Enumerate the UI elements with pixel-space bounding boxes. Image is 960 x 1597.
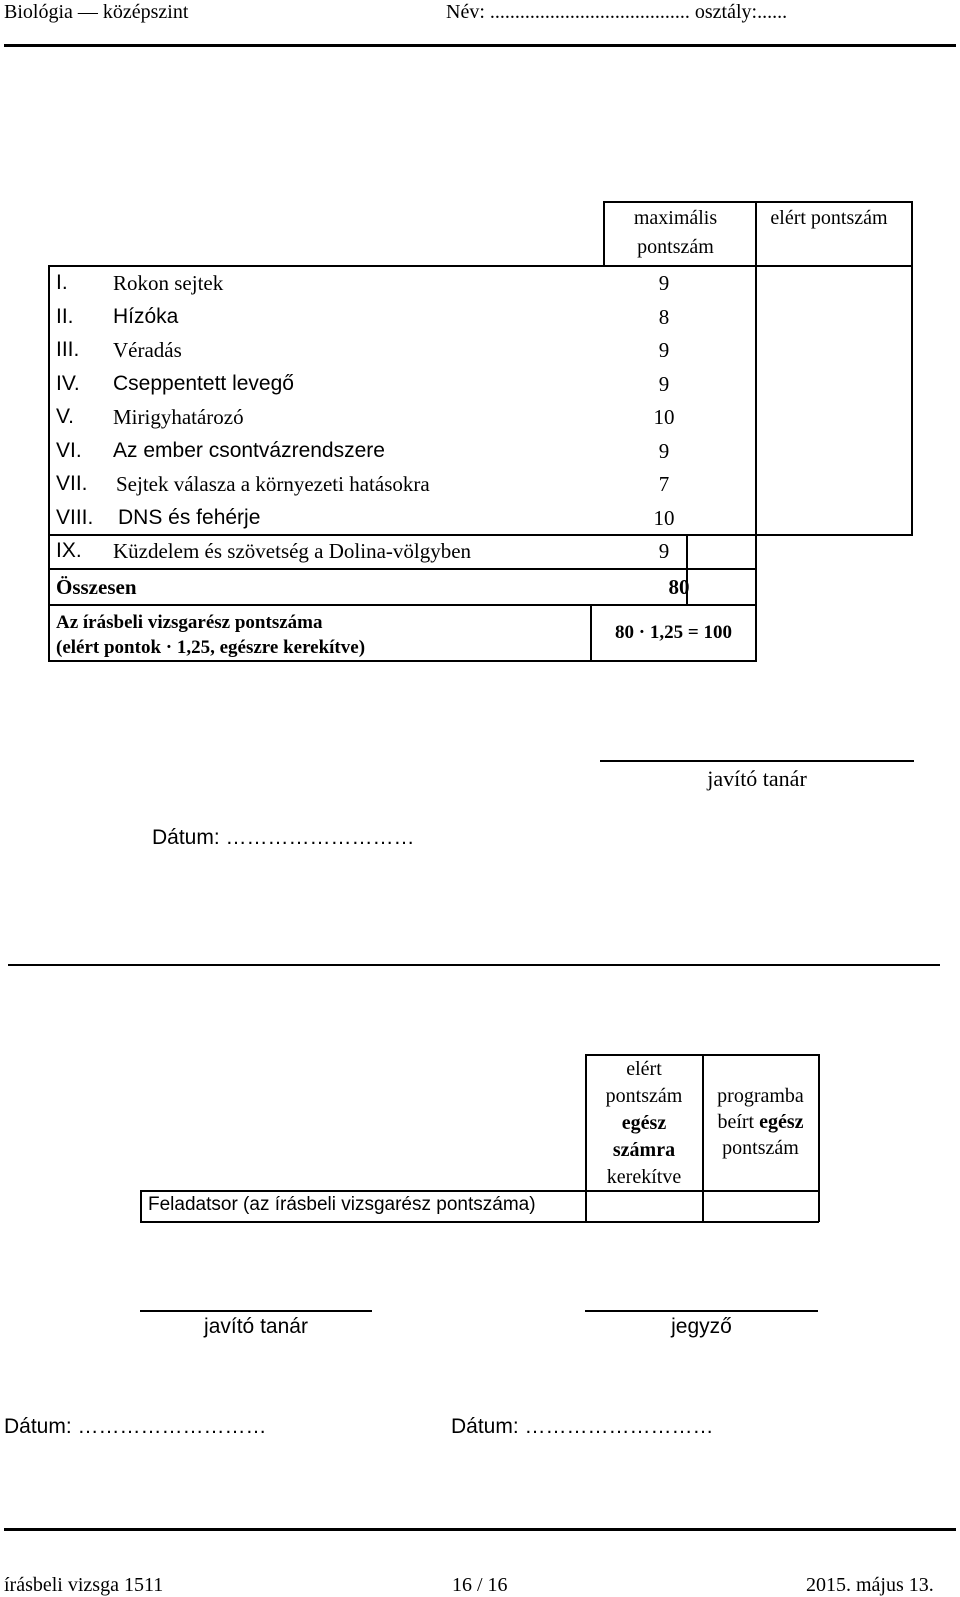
corrector-role: javító tanár — [204, 1315, 308, 1338]
task-number: VII. — [56, 472, 88, 495]
col-max-header: maximális pontszám — [633, 207, 718, 258]
task-max-score: 10 — [653, 505, 675, 530]
task-achieved-score-input[interactable] — [758, 470, 908, 499]
header-name-field: Név: ........................................ osztály:...... — [446, 1, 788, 23]
header-line: egész — [621, 1112, 667, 1134]
notary-role: jegyző — [671, 1315, 732, 1338]
table-left-border — [48, 265, 50, 662]
table-top-rule — [603, 201, 913, 203]
footer-exam-code: írásbeli vizsga 1511 — [4, 1574, 164, 1596]
task-achieved-score-input[interactable] — [758, 336, 908, 365]
task-number: IX. — [56, 539, 82, 562]
date-field: Dátum: ……………………… — [4, 1415, 267, 1438]
date-field: Dátum: ……………………… — [451, 1415, 714, 1438]
written-score-label — [56, 610, 365, 660]
header-subject: Biológia — középszint — [4, 1, 189, 23]
task-achieved-score-input[interactable] — [758, 303, 908, 332]
col-got-header: elért pontszám — [770, 207, 888, 229]
task-name: DNS és fehérje — [118, 505, 261, 529]
task-name: Rokon sejtek — [113, 271, 224, 295]
program-row-label: Feladatsor (az írásbeli vizsgarész pontszáma) — [148, 1194, 536, 1215]
task-number: IV. — [56, 371, 80, 395]
task-max-score: 9 — [658, 271, 670, 295]
footer-rule — [4, 1528, 956, 1531]
date-field: Dátum: ……………………… — [152, 826, 415, 849]
task-name: Küzdelem és szövetség a Dolina-völgyben — [113, 539, 472, 563]
signature-role: javító tanár — [707, 766, 807, 791]
program-table-right — [818, 1054, 820, 1222]
task-name: Az ember csontvázrendszere — [113, 438, 385, 462]
task-number: I. — [56, 271, 68, 294]
task-max-score: 10 — [653, 405, 675, 429]
table-bottom-rule — [48, 660, 757, 662]
header-line — [703, 1109, 818, 1135]
footer-date: 2015. május 13. — [806, 1574, 934, 1596]
header-line: elért — [626, 1058, 662, 1080]
total-label: Összesen — [56, 575, 137, 599]
task-name: Mirigyhatározó — [113, 405, 244, 429]
program-table-left — [140, 1190, 142, 1222]
task-max-score: 9 — [658, 438, 670, 463]
task-max-score: 7 — [658, 472, 670, 496]
header-line: számra — [612, 1139, 676, 1161]
signature-line — [140, 1310, 372, 1312]
max-col-right-border — [755, 201, 757, 662]
signature-line — [585, 1310, 818, 1312]
task-achieved-score-input[interactable] — [758, 269, 908, 298]
task-achieved-score-input[interactable] — [758, 537, 908, 566]
program-score-input[interactable] — [705, 1192, 816, 1220]
section-rule — [8, 964, 940, 966]
got-col-right-border — [911, 201, 913, 534]
row-separator — [48, 568, 757, 570]
header-line: pontszám — [722, 1137, 799, 1159]
task-name: Véradás — [113, 338, 182, 362]
score-table — [0, 0, 960, 700]
footer-page-number: 16 / 16 — [452, 1574, 508, 1596]
col-rounded-header — [586, 1056, 702, 1191]
task-number: III. — [56, 338, 80, 361]
task-achieved-score-input[interactable] — [758, 370, 908, 399]
task-achieved-score-input[interactable] — [758, 504, 908, 533]
task-max-score: 9 — [658, 338, 670, 362]
col-program-header — [703, 1083, 818, 1161]
row-separator — [48, 534, 913, 536]
written-score-calc: 80 · 1,25 = 100 — [615, 622, 732, 643]
task-name: Cseppentett levegő — [113, 371, 294, 395]
header-line: pontszám — [605, 1085, 683, 1107]
header-line-text: beírt egész — [717, 1111, 804, 1133]
total-max: 80 — [668, 575, 690, 599]
table-header-rule — [48, 265, 913, 267]
task-achieved-score-input[interactable] — [758, 403, 908, 432]
task-max-score: 8 — [658, 304, 670, 329]
program-table — [0, 1040, 960, 1240]
task-number: V. — [56, 405, 74, 428]
task-name: Hízóka — [113, 304, 179, 328]
task-achieved-score-input[interactable] — [758, 437, 908, 466]
task-name: Sejtek válasza a környezeti hatásokra — [116, 472, 430, 496]
header-line: kerekítve — [606, 1166, 682, 1188]
header-line: programba — [717, 1085, 804, 1107]
signature-line — [600, 760, 914, 762]
written-score-line2: (elért pontok · 1,25, egészre kerekítve) — [56, 637, 366, 658]
row-separator — [48, 604, 757, 606]
rounded-score-input[interactable] — [588, 1192, 700, 1220]
task-max-score: 9 — [658, 539, 670, 563]
task-max-score: 9 — [658, 371, 670, 396]
max-col-left-header — [603, 201, 605, 265]
task-number: VI. — [56, 438, 82, 462]
program-table-bottom — [140, 1221, 819, 1223]
written-score-line1: Az írásbeli vizsgarész pontszáma — [56, 612, 323, 633]
task-number: II. — [56, 304, 74, 328]
task-number: VIII. — [56, 505, 94, 529]
